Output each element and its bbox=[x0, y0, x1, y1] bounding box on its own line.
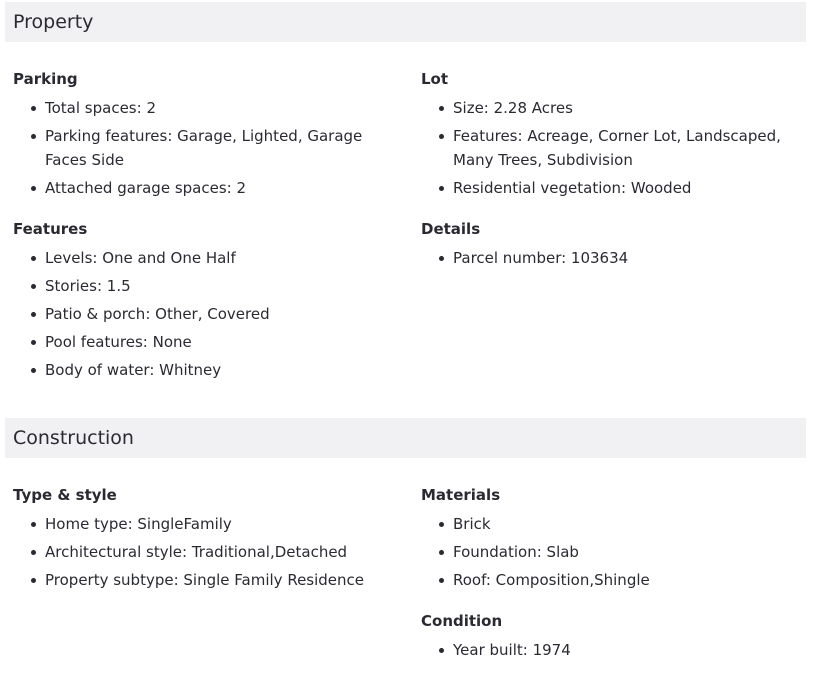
condition-group bbox=[421, 610, 806, 662]
type-style-list bbox=[13, 512, 413, 592]
list-item: Brick bbox=[421, 512, 806, 536]
construction-header: Construction bbox=[5, 418, 806, 458]
details-title: Details bbox=[421, 220, 481, 238]
details-list bbox=[421, 246, 806, 270]
list-item: Foundation: Slab bbox=[421, 540, 806, 564]
features-group bbox=[13, 218, 413, 382]
features-title: Features bbox=[13, 220, 88, 238]
list-item: Property subtype: Single Family Residence bbox=[13, 568, 413, 592]
list-item: Patio & porch: Other, Covered bbox=[13, 302, 413, 326]
property-header: Property bbox=[5, 2, 806, 42]
list-item: Home type: SingleFamily bbox=[13, 512, 413, 536]
list-item: Residential vegetation: Wooded bbox=[421, 176, 806, 200]
list-item: Attached garage spaces: 2 bbox=[13, 176, 413, 200]
list-item: Stories: 1.5 bbox=[13, 274, 413, 298]
list-item: Pool features: None bbox=[13, 330, 413, 354]
list-item: Year built: 1974 bbox=[421, 638, 806, 662]
parking-title: Parking bbox=[13, 70, 78, 88]
property-columns bbox=[5, 42, 806, 418]
construction-right-column bbox=[421, 484, 806, 680]
parking-group bbox=[13, 68, 413, 200]
materials-list bbox=[421, 512, 806, 592]
list-item: Architectural style: Traditional,Detached bbox=[13, 540, 413, 564]
construction-columns bbox=[5, 458, 806, 690]
list-item: Features: Acreage, Corner Lot, Landscaped, Many Trees, Subdivision bbox=[421, 124, 806, 172]
list-item: Levels: One and One Half bbox=[13, 246, 413, 270]
construction-section bbox=[5, 418, 806, 690]
lot-group bbox=[421, 68, 806, 200]
list-item: Total spaces: 2 bbox=[13, 96, 413, 120]
lot-title: Lot bbox=[421, 70, 449, 88]
construction-left-column bbox=[13, 484, 413, 610]
property-left-column bbox=[13, 68, 413, 400]
list-item: Body of water: Whitney bbox=[13, 358, 413, 382]
list-item: Size: 2.28 Acres bbox=[421, 96, 806, 120]
property-section bbox=[5, 2, 806, 418]
condition-list bbox=[421, 638, 806, 662]
lot-list bbox=[421, 96, 806, 200]
list-item: Parking features: Garage, Lighted, Garage Faces Side bbox=[13, 124, 413, 172]
type-style-title: Type & style bbox=[13, 486, 117, 504]
property-right-column bbox=[421, 68, 806, 288]
parking-list bbox=[13, 96, 413, 200]
type-style-group bbox=[13, 484, 413, 592]
list-item: Roof: Composition,Shingle bbox=[421, 568, 806, 592]
features-list bbox=[13, 246, 413, 382]
materials-group bbox=[421, 484, 806, 592]
details-group bbox=[421, 218, 806, 270]
list-item: Parcel number: 103634 bbox=[421, 246, 806, 270]
materials-title: Materials bbox=[421, 486, 501, 504]
condition-title: Condition bbox=[421, 612, 503, 630]
